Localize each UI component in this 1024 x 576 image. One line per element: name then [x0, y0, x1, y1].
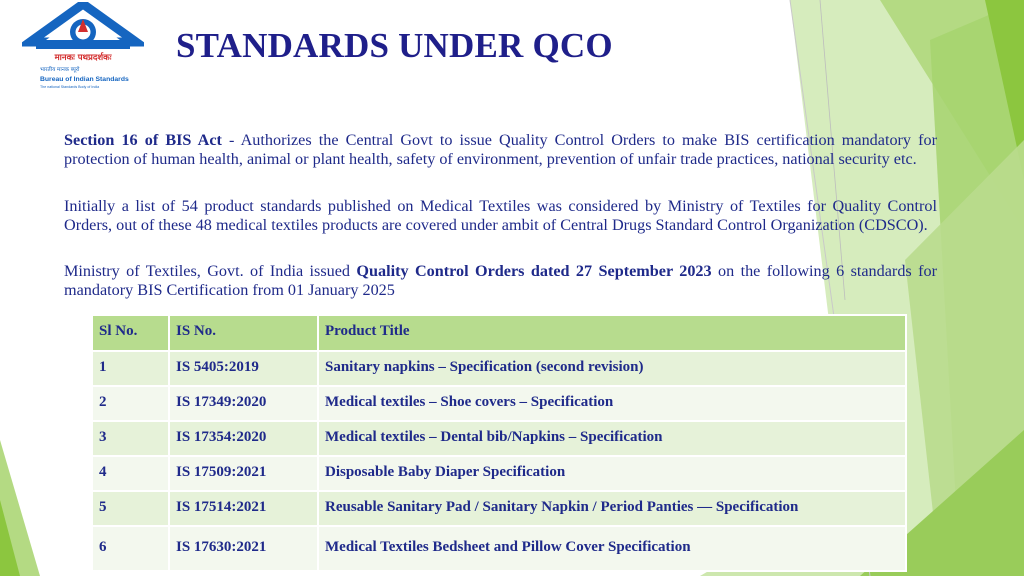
cell-product-title: Medical textiles – Dental bib/Napkins – Specification	[318, 421, 906, 456]
cell-is-no: IS 17509:2021	[169, 456, 318, 491]
paragraph-initial-list: Initially a list of 54 product standards published on Medical Textiles was considered by Ministry of Textiles for Quality Control Orders, out of these 48 medical textiles products are covered under ambit of Central Drugs Standard Control Organization (CDSCO).	[64, 197, 937, 234]
table-header-row	[92, 315, 906, 351]
cell-product-title: Medical Textiles Bedsheet and Pillow Cover Specification	[318, 526, 906, 571]
cell-sl-no: 3	[92, 421, 169, 456]
cell-sl-no: 1	[92, 351, 169, 386]
cell-product-title: Sanitary napkins – Specification (second revision)	[318, 351, 906, 386]
cell-is-no: IS 17514:2021	[169, 491, 318, 526]
cell-product-title: Medical textiles – Shoe covers – Specification	[318, 386, 906, 421]
cell-is-no: IS 5405:2019	[169, 351, 318, 386]
table-row	[92, 526, 906, 571]
paragraph-qco-bold: Quality Control Orders dated 27 September 2023	[356, 262, 712, 280]
table-row	[92, 351, 906, 386]
bis-logo	[22, 2, 144, 94]
paragraph-section-16-text: - Authorizes the Central Govt to issue Quality Control Orders to make BIS certification mandatory for protection of human health, animal or plant health, safety of environment, prevention of unfair trade practices, national security etc.	[64, 131, 938, 168]
logo-tagline: The national Standards Body of India	[40, 85, 100, 89]
page-title: STANDARDS UNDER QCO	[176, 26, 613, 65]
cell-sl-no: 2	[92, 386, 169, 421]
cell-sl-no: 6	[92, 526, 169, 571]
header-product-title: Product Title	[318, 315, 906, 351]
cell-product-title: Reusable Sanitary Pad / Sanitary Napkin / Period Panties — Specification	[318, 491, 906, 526]
table-row	[92, 456, 906, 491]
table-row	[92, 421, 906, 456]
cell-is-no: IS 17349:2020	[169, 386, 318, 421]
table-row	[92, 386, 906, 421]
cell-sl-no: 5	[92, 491, 169, 526]
logo-org-name: Bureau of Indian Standards	[40, 76, 129, 83]
paragraph-qco-text-a: Ministry of Textiles, Govt. of India issued	[64, 262, 357, 280]
paragraph-section-16-bold: Section 16 of BIS Act	[64, 131, 222, 149]
table-row	[92, 491, 906, 526]
header-is-no: IS No.	[169, 315, 318, 351]
cell-is-no: IS 17630:2021	[169, 526, 318, 571]
cell-product-title: Disposable Baby Diaper Specification	[318, 456, 906, 491]
logo-hindi-line1: मानकः पथप्रदर्शकः	[54, 53, 112, 63]
cell-sl-no: 4	[92, 456, 169, 491]
standards-table	[91, 314, 907, 572]
paragraph-qco-issued	[64, 262, 937, 299]
header-sl-no: Sl No.	[92, 315, 169, 351]
cell-is-no: IS 17354:2020	[169, 421, 318, 456]
logo-hindi-line2: भारतीय मानक ब्यूरो	[40, 67, 80, 73]
paragraph-section-16	[64, 131, 937, 168]
paragraph-qco-text-b: on the following 6 standards for mandatory BIS Certification from 01 January 2025	[64, 262, 937, 299]
